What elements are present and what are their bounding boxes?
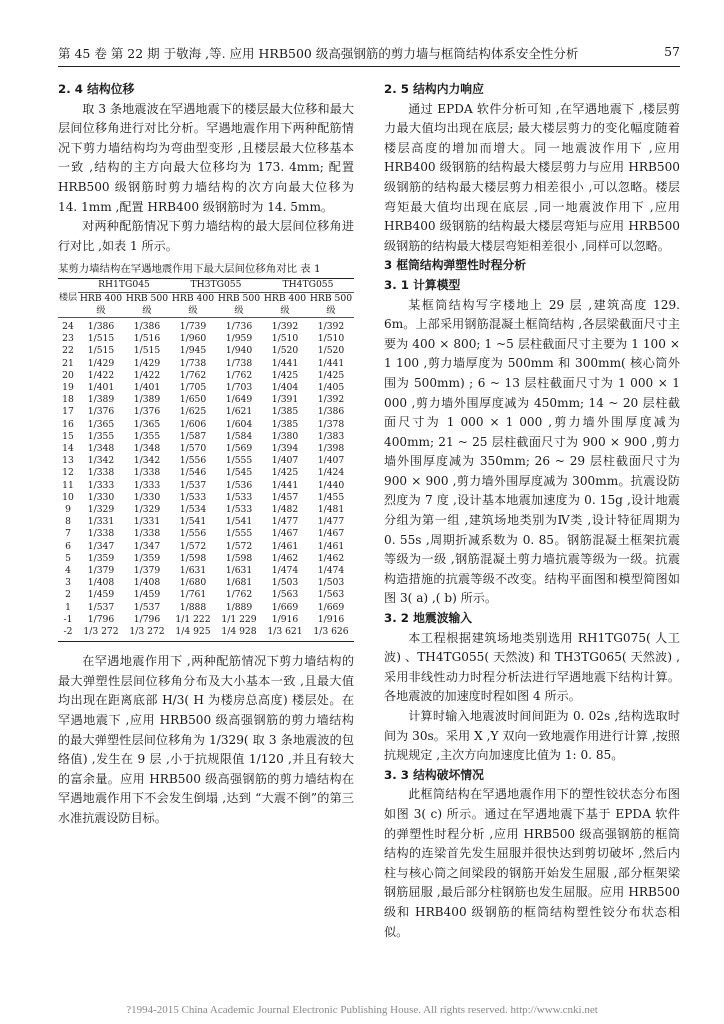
table-cell: 1/329	[87, 504, 115, 515]
table-cell: 1/407	[271, 455, 299, 467]
table-cell: 1/481	[317, 504, 345, 515]
section-3-2-paragraph-2: 计算时输入地震波时间间距为 0. 02s ,结构选取时间为 30s。采用 X ,Y 双向一致地震作用进行计算 ,按照抗规规定 ,主次方向加速度比值为 1: 0. 85。	[384, 709, 680, 763]
table-cell: 1/1 229	[221, 613, 257, 625]
table-row	[58, 406, 354, 418]
table-cell: 1/669	[271, 601, 299, 613]
table-row	[58, 492, 354, 504]
table-row	[58, 443, 354, 455]
table-floor-cell: 12	[62, 467, 74, 479]
section-2-5-title: 2. 5 结构内力响应	[384, 82, 484, 96]
table-cell: 1/606	[179, 418, 207, 430]
table-cell: 1/762	[225, 589, 253, 601]
table-cell: 1/422	[87, 369, 115, 381]
table-cell: 1/404	[271, 381, 299, 393]
table-sub-header: HRB 400 级	[171, 292, 215, 316]
table-floor-cell: 5	[65, 552, 71, 564]
table-group-header: TH3TG055	[170, 279, 262, 292]
table-floor-cell: 2	[65, 589, 71, 601]
table-cell: 1/440	[317, 479, 345, 491]
table-cell: 1/572	[179, 540, 207, 552]
table-cell: 1/365	[87, 418, 115, 430]
table-1	[58, 278, 354, 642]
table-sub-header: HRB 500 级	[309, 292, 353, 316]
right-column	[384, 80, 680, 942]
table-cell: 1/425	[271, 467, 299, 479]
table-floor-cell: 16	[62, 418, 74, 430]
table-floor-cell: 14	[62, 442, 74, 454]
table-floor-cell: 21	[62, 357, 74, 369]
table-cell: 1/459	[133, 589, 161, 601]
table-cell: 1/669	[317, 601, 345, 613]
table-sub-header: HRB 500 级	[217, 292, 261, 316]
table-cell: 1/441	[271, 479, 299, 491]
table-cell: 1/736	[225, 320, 253, 332]
table-cell: 1/441	[317, 357, 345, 369]
table-cell: 1/681	[225, 577, 253, 589]
table-cell: 1/385	[271, 406, 299, 418]
table-cell: 1/359	[133, 552, 161, 564]
section-2-4-title: 2. 4 结构位移	[58, 82, 135, 96]
section-3-2-title: 3. 2 地震波输入	[384, 611, 473, 626]
table-cell: 1/380	[271, 430, 299, 442]
table-cell: 1/407	[317, 455, 345, 467]
table-cell: 1/625	[179, 406, 207, 418]
table-row	[58, 467, 354, 479]
table-cell: 1/392	[271, 320, 299, 332]
table-cell: 1/347	[133, 540, 161, 552]
table-cell: 1/342	[87, 455, 115, 467]
table-cell: 1/570	[179, 442, 207, 454]
table-cell: 1/477	[271, 516, 299, 528]
table-cell: 1/477	[317, 516, 345, 528]
section-2-4-paragraph-1: 取 3 条地震波在罕遇地震下的楼层最大位移和最大层间位移角进行对比分析。罕遇地震作用下两种配筋情况下剪力墙结构均为弯曲型变形 ,且楼层最大位移基本一致 ,结构的主方向最大位移均为 173. 4mm; 配置 HRB500 级钢筋时剪力墙结构的次方向最大位移为 14. 1mm ,配置 HRB400 级钢筋时为 14. 5mm。	[58, 101, 354, 214]
table-cell: 1/355	[87, 430, 115, 442]
left-column	[58, 80, 354, 829]
table-cell: 1/541	[225, 516, 253, 528]
table-cell: 1/348	[87, 442, 115, 454]
table-cell: 1/546	[179, 467, 207, 479]
table-floor-cell: 9	[65, 504, 71, 515]
table-cell: 1/455	[317, 491, 345, 503]
table-cell: 1/533	[179, 491, 207, 503]
table-cell: 1/422	[133, 369, 161, 381]
table-cell: 1/467	[317, 528, 345, 540]
table-cell: 1/3 272	[129, 626, 165, 638]
table-row	[58, 565, 354, 577]
table-cell: 1/467	[271, 528, 299, 540]
section-2-4-paragraph-2: 对两种配筋情况下剪力墙结构的最大层间位移角进行对比 ,如表 1 所示。	[58, 219, 354, 253]
table-cell: 1/584	[225, 430, 253, 442]
table-cell: 1/541	[179, 516, 207, 528]
table-sub-header: HRB 400 级	[79, 292, 123, 316]
table-cell: 1/563	[317, 589, 345, 601]
table-cell: 1/3 621	[267, 626, 303, 638]
table-cell: 1/386	[133, 320, 161, 332]
table-1-caption: 某剪力墙结构在罕遇地震作用下最大层间位移角对比 表 1	[58, 263, 321, 276]
table-cell: 1/940	[225, 345, 253, 357]
table-cell: 1/333	[133, 479, 161, 491]
table-row	[58, 516, 354, 528]
table-cell: 1/331	[87, 516, 115, 528]
table-row	[58, 589, 354, 601]
table-cell: 1/556	[179, 455, 207, 467]
table-cell: 1/338	[87, 528, 115, 540]
table-cell: 1/474	[271, 565, 299, 577]
section-2-5-paragraph: 通过 EPDA 软件分析可知 ,在罕遇地震下 ,楼层剪力最大值均出现在底层; 最大楼层剪力的变化幅度随着楼层高度的增加而增大。同一地震波作用下 ,应用 HRB400 级钢筋的结构最大楼层剪力与应用 HRB500 级钢筋的结构最大楼层剪力相差很小 ,可以忽略。楼层弯矩最大值均出现在底层 ,同一地震波作用下 ,应用 HRB400 级钢筋的结构最大楼层弯矩与应用 HRB500 级钢筋的结构最大楼层弯矩相差很小 ,同样可以忽略。	[384, 101, 680, 253]
table-cell: 1/405	[317, 381, 345, 393]
table-row	[58, 394, 354, 406]
table-floor-cell: 15	[62, 430, 74, 442]
table-cell: 1/738	[225, 357, 253, 369]
table-cell: 1/533	[225, 491, 253, 503]
table-floor-cell: 1	[65, 601, 71, 613]
table-cell: 1/680	[179, 577, 207, 589]
table-cell: 1/510	[317, 333, 345, 345]
table-cell: 1/572	[225, 540, 253, 552]
table-cell: 1/916	[317, 613, 345, 625]
table-cell: 1/761	[179, 589, 207, 601]
table-floor-cell: 10	[62, 491, 74, 503]
table-floor-cell: 24	[62, 320, 74, 332]
table-cell: 1/556	[179, 528, 207, 540]
table-cell: 1/401	[133, 381, 161, 393]
table-cell: 1/429	[87, 357, 115, 369]
table-cell: 1/376	[87, 406, 115, 418]
table-floor-cell: 6	[65, 540, 71, 552]
table-cell: 1/461	[317, 540, 345, 552]
table-floor-cell: 13	[62, 455, 74, 467]
table-cell: 1/408	[87, 577, 115, 589]
table-cell: 1/604	[225, 418, 253, 430]
table-cell: 1/338	[133, 467, 161, 479]
table-cell: 1/520	[271, 345, 299, 357]
table-cell: 1/649	[225, 394, 253, 406]
table-floor-cell: 17	[62, 406, 74, 418]
table-row	[58, 419, 354, 431]
copyright-footer: ?1994-2015 China Academic Journal Electronic Publishing House. All rights reserved. http://www.cnki.net	[126, 1004, 598, 1016]
table-row	[58, 370, 354, 382]
table-cell: 1/379	[133, 565, 161, 577]
table-cell: 1/379	[87, 565, 115, 577]
table-row	[58, 480, 354, 492]
table-cell: 1/598	[179, 552, 207, 564]
table-cell: 1/598	[225, 552, 253, 564]
table-cell: 1/739	[179, 320, 207, 332]
table-cell: 1/342	[133, 455, 161, 467]
table-row	[58, 345, 354, 357]
table-floor-header: 楼层	[58, 279, 78, 318]
table-cell: 1/391	[271, 394, 299, 406]
table-cell: 1/569	[225, 442, 253, 454]
table-cell: 1/386	[317, 406, 345, 418]
table-cell: 1/738	[179, 357, 207, 369]
table-cell: 1/376	[133, 406, 161, 418]
table-cell: 1/960	[179, 333, 207, 345]
table-row	[58, 382, 354, 394]
table-cell: 1/516	[133, 333, 161, 345]
table-row	[58, 455, 354, 467]
table-floor-cell: 11	[62, 479, 74, 491]
table-row	[58, 577, 354, 589]
table-cell: 1/555	[225, 455, 253, 467]
table-cell: 1/429	[133, 357, 161, 369]
table-cell: 1/534	[179, 504, 207, 515]
table-floor-cell: 7	[65, 528, 71, 540]
table-cell: 1/631	[179, 565, 207, 577]
table-cell: 1/3 626	[313, 626, 349, 638]
table-cell: 1/705	[179, 381, 207, 393]
table-cell: 1/338	[87, 467, 115, 479]
section-3-3-paragraph: 此框筒结构在罕遇地震作用下的塑性铰状态分布图如图 3( c) 所示。通过在罕遇地震下基于 EPDA 软件的弹塑性时程分析 ,应用 HRB500 级高强钢筋的框筒结构的连梁首先发生屈服并很快达到剪切破坏 ,然后内柱与核心筒之间梁段的钢筋开始发生屈服 ,部分框架梁钢筋屈服 ,最后部分柱钢筋也发生屈服。应用 HRB500 级和 HRB400 级钢筋的框筒结构塑性铰分布状态相似。	[384, 787, 680, 939]
header-rule	[58, 66, 680, 67]
table-row	[58, 504, 354, 516]
table-body	[58, 317, 354, 641]
table-cell: 1/515	[87, 345, 115, 357]
table-cell: 1/461	[271, 540, 299, 552]
table-row	[58, 541, 354, 553]
table-cell: 1/533	[225, 504, 253, 515]
table-floor-cell: 8	[65, 516, 71, 528]
table-cell: 1/536	[225, 479, 253, 491]
table-cell: 1/365	[133, 418, 161, 430]
table-sub-header: HRB 500 级	[125, 292, 169, 316]
table-cell: 1/889	[225, 601, 253, 613]
table-cell: 1/398	[317, 442, 345, 454]
table-cell: 1/537	[133, 601, 161, 613]
table-cell: 1/631	[225, 565, 253, 577]
table-cell: 1/425	[317, 369, 345, 381]
table-cell: 1/425	[271, 369, 299, 381]
table-floor-cell: -1	[63, 613, 73, 625]
table-cell: 1/482	[271, 504, 299, 515]
table-group-header: RH1TG045	[78, 279, 170, 292]
table-cell: 1/503	[271, 577, 299, 589]
table-floor-cell: 3	[65, 577, 71, 589]
table-cell: 1/462	[271, 552, 299, 564]
table-cell: 1/389	[133, 394, 161, 406]
table-floor-cell: -2	[63, 626, 73, 638]
table-cell: 1/959	[225, 333, 253, 345]
table-floor-cell: 18	[62, 394, 74, 406]
table-cell: 1/441	[271, 357, 299, 369]
table-cell: 1/330	[133, 491, 161, 503]
table-cell: 1/338	[133, 528, 161, 540]
table-cell: 1/520	[317, 345, 345, 357]
table-row	[58, 626, 354, 642]
table-cell: 1/355	[133, 430, 161, 442]
page-number: 57	[664, 44, 680, 59]
section-3-1-title: 3. 1 计算模型	[384, 277, 461, 292]
table-cell: 1/563	[271, 589, 299, 601]
table-floor-cell: 4	[65, 565, 71, 577]
table-row	[58, 602, 354, 614]
section-3-1-paragraph: 某框筒结构写字楼地上 29 层 ,建筑高度 129. 6m。上部采用钢筋混凝土框筒结构 ,各层梁截面尺寸主要为 400 × 800; 1 ~5 层柱截面尺寸主要为 1 100 × 1 100 ,剪力墙厚度为 500mm 和 300mm( 核心筒外围为 500mm) ; 6 ~ 13 层柱截面尺寸为 1 000 × 1 000 ,剪力墙外围厚度减为 450mm; 14 ~ 20 层柱截面尺寸为 1 000 × 1 000 ,剪力墙外围厚度减为 400mm; 21 ~ 25 层柱截面尺寸为 900 × 900 ,剪力墙外围厚度减为 350mm; 26 ~ 29 层柱截面尺寸为 900 × 900 ,剪力墙外围厚度减为 300mm。抗震设防烈度为 7 度 ,设计基本地震加速度为 0. 15g ,设计地震分组为第一组 ,建筑场地类别为Ⅳ类 ,设计特征周期为 0. 55s ,周期折减系数为 0. 85。钢筋混凝土框架抗震等级为一级 ,钢筋混凝土剪力墙抗震等级为一级。抗震构造措施的抗震等级不改变。结构平面图和模型简图如图 3( a) ,( b) 所示。	[384, 297, 680, 606]
table-row	[58, 528, 354, 540]
table-floor-cell: 23	[62, 333, 74, 345]
table-cell: 1/650	[179, 394, 207, 406]
table-cell: 1/621	[225, 406, 253, 418]
table-cell: 1/385	[271, 418, 299, 430]
table-cell: 1/408	[133, 577, 161, 589]
table-cell: 1/587	[179, 430, 207, 442]
table-cell: 1/331	[133, 516, 161, 528]
table-cell: 1/916	[271, 613, 299, 625]
table-cell: 1/394	[271, 442, 299, 454]
table-cell: 1/510	[271, 333, 299, 345]
table-cell: 1/762	[179, 369, 207, 381]
table-cell: 1/537	[179, 479, 207, 491]
table-cell: 1/348	[133, 442, 161, 454]
table-sub-header: HRB 400 级	[263, 292, 307, 316]
table-cell: 1/537	[87, 601, 115, 613]
table-floor-cell: 22	[62, 345, 74, 357]
running-header	[58, 44, 680, 62]
table-cell: 1/4 925	[175, 626, 211, 638]
table-cell: 1/555	[225, 528, 253, 540]
table-cell: 1/333	[87, 479, 115, 491]
table-floor-cell: 19	[62, 381, 74, 393]
section-3-2-paragraph-1: 本工程根据建筑场地类别选用 RH1TG075( 人工波) 、TH4TG055( 天然波) 和 TH3TG065( 天然波) ,采用非线性动力时程分析法进行罕遇地震下结构计算。各地震波的加速度时程如图 4 所示。	[384, 630, 680, 704]
table-cell: 1/545	[225, 467, 253, 479]
table-cell: 1/945	[179, 345, 207, 357]
table-cell: 1/503	[317, 577, 345, 589]
section-3-title: 3 框筒结构弹塑性时程分析	[384, 258, 527, 273]
table-cell: 1/424	[317, 467, 345, 479]
table-cell: 1/359	[87, 552, 115, 564]
table-cell: 1/1 222	[175, 613, 211, 625]
table-row	[58, 614, 354, 626]
table-cell: 1/796	[133, 613, 161, 625]
table-cell: 1/515	[133, 345, 161, 357]
table-row	[58, 358, 354, 370]
table-cell: 1/329	[133, 504, 161, 515]
table-cell: 1/389	[87, 394, 115, 406]
table-cell: 1/3 272	[83, 626, 119, 638]
table-cell: 1/762	[225, 369, 253, 381]
section-3-3-title: 3. 3 结构破坏情况	[384, 767, 484, 782]
table-cell: 1/459	[87, 589, 115, 601]
table-cell: 1/330	[87, 491, 115, 503]
table-group-header: TH4TG055	[262, 279, 354, 292]
table-cell: 1/386	[87, 320, 115, 332]
table-cell: 1/4 928	[221, 626, 257, 638]
post-table-paragraph: 在罕遇地震作用下 ,两种配筋情况下剪力墙结构的最大弹塑性层间位移角分布及大小基本一致 ,且最大值均出现在距离底部 H/3( H 为楼房总高度) 楼层处。在罕遇地震下 ,应用 HRB500 级高强钢筋的剪力墙结构的最大弹塑性层间位移角为 1/329( 取 3 条地震波的包络值) ,发生在 9 层 ,小于抗规限值 1/120 ,并且有较大的富余量。应用 HRB500 级高强钢筋的剪力墙结构在罕遇地震作用下不会发生倒塌 ,达到 “大震不倒”的第三水准抗震设防目标。	[58, 654, 354, 825]
table-cell: 1/392	[317, 394, 345, 406]
table-cell: 1/392	[317, 320, 345, 332]
table-row	[58, 431, 354, 443]
table-row	[58, 333, 354, 345]
table-cell: 1/888	[179, 601, 207, 613]
table-cell: 1/378	[317, 418, 345, 430]
table-cell: 1/515	[87, 333, 115, 345]
table-cell: 1/796	[87, 613, 115, 625]
header-citation: 第 45 卷 第 22 期 于敬海 ,等. 应用 HRB500 级高强钢筋的剪力墙与框筒结构体系安全性分析	[58, 46, 579, 61]
table-cell: 1/401	[87, 381, 115, 393]
table-cell: 1/457	[271, 491, 299, 503]
table-row	[58, 553, 354, 565]
table-cell: 1/462	[317, 552, 345, 564]
table-row	[58, 317, 354, 333]
table-floor-cell: 20	[62, 369, 74, 381]
table-cell: 1/383	[317, 430, 345, 442]
table-cell: 1/474	[317, 565, 345, 577]
table-cell: 1/703	[225, 381, 253, 393]
table-cell: 1/347	[87, 540, 115, 552]
